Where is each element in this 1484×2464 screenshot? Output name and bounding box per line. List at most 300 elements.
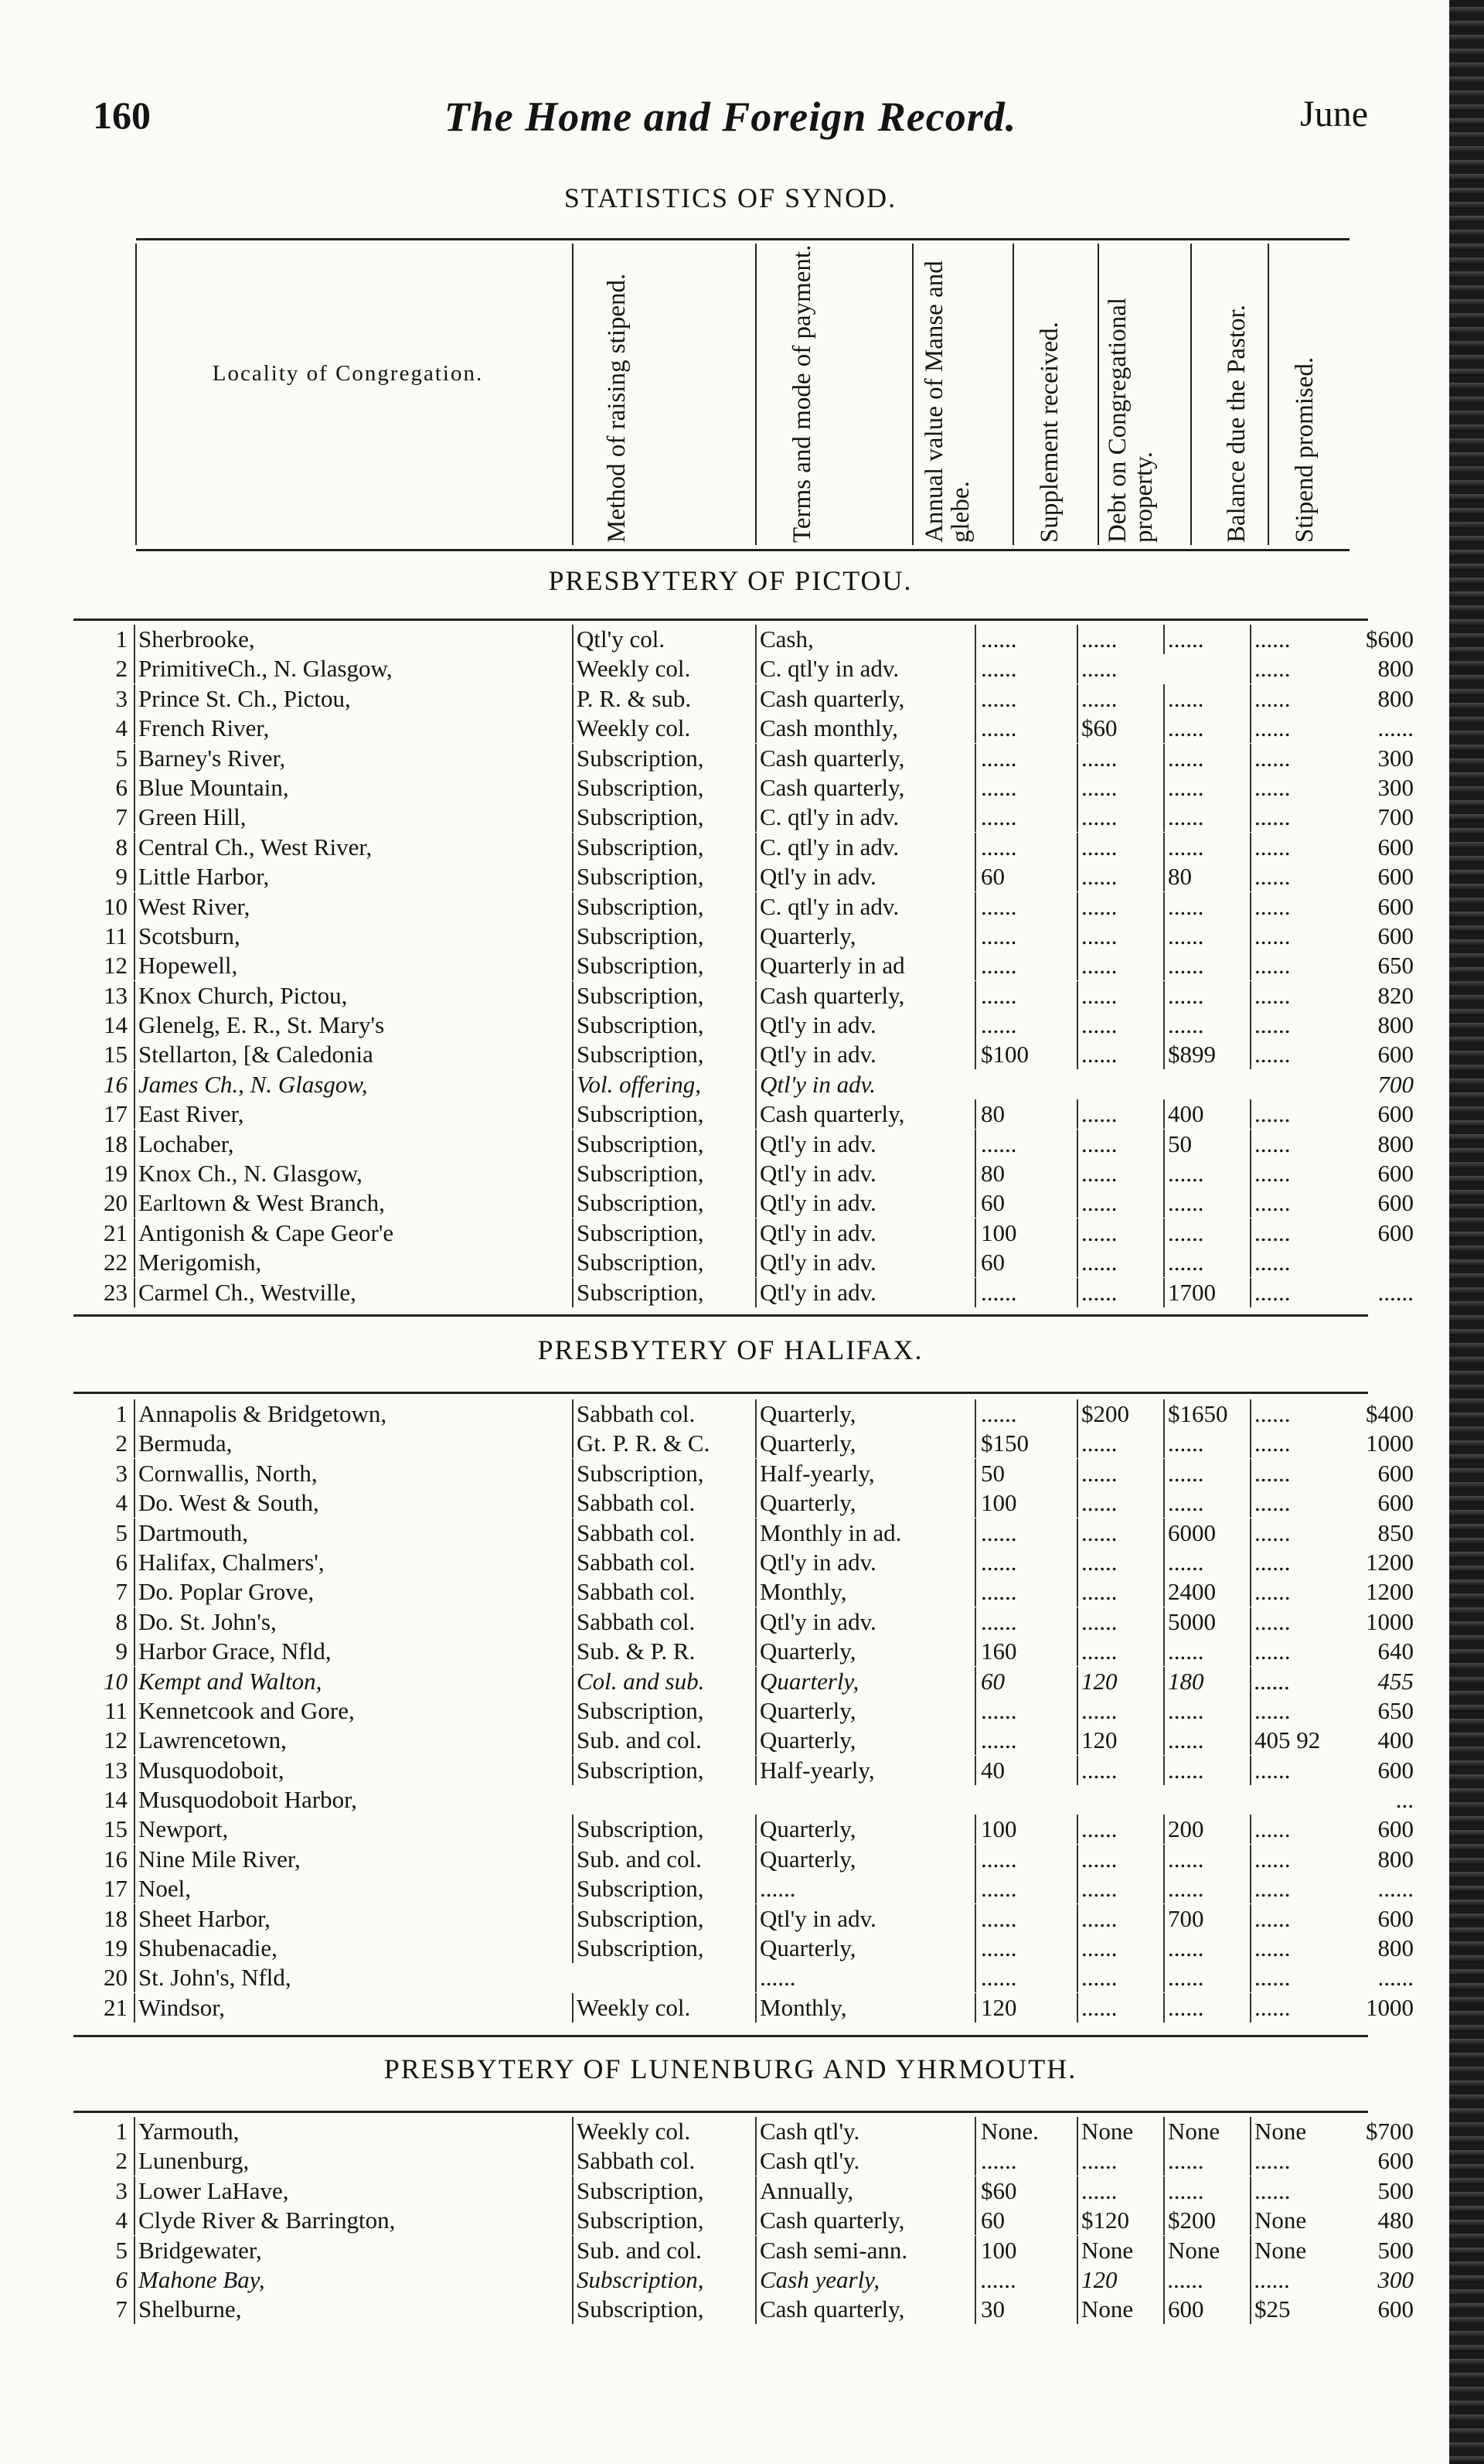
balance-cell: ......	[1250, 2265, 1339, 2295]
column-header-supplement: Supplement received.	[1036, 322, 1064, 543]
debt-cell: ......	[1163, 625, 1253, 654]
stipend-cell: ......	[1377, 1278, 1414, 1306]
page-number: 160	[93, 94, 151, 137]
supplement-cell: 120	[1077, 1726, 1166, 1755]
terms-cell: Quarterly,	[755, 1667, 978, 1696]
manse-cell: ......	[975, 1278, 1081, 1307]
method-cell: Subscription,	[572, 981, 758, 1010]
table-row	[73, 744, 1414, 773]
column-header-balance: Balance due the Pastor.	[1223, 305, 1251, 543]
method-cell: Sub. & P. R.	[572, 1637, 758, 1666]
table-row	[73, 1459, 1414, 1488]
table-row	[73, 1040, 1414, 1069]
table-row	[73, 951, 1414, 980]
row-number: 17	[104, 1875, 128, 1903]
header-top-rule	[136, 238, 1350, 240]
terms-cell: Quarterly,	[755, 1726, 978, 1755]
stipend-cell: ......	[1377, 1964, 1414, 1992]
locality-cell: West River,	[134, 892, 575, 922]
terms-cell: Cash quarterly,	[755, 2206, 978, 2235]
table-row	[73, 1429, 1414, 1458]
method-cell: Subscription,	[572, 1218, 758, 1248]
locality-cell: Earltown & West Branch,	[134, 1188, 575, 1218]
terms-cell: Qtl'y in adv.	[755, 1248, 978, 1277]
method-cell: Subscription,	[572, 2295, 758, 2324]
manse-cell: ......	[975, 1548, 1081, 1577]
method-cell: Subscription,	[572, 803, 758, 832]
table-row	[73, 1099, 1414, 1129]
stipend-cell: 455	[1377, 1667, 1414, 1695]
section-rule	[73, 1392, 1368, 1394]
locality-cell: Central Ch., West River,	[134, 833, 575, 862]
terms-cell: C. qtl'y in adv.	[755, 803, 978, 832]
terms-cell: Quarterly,	[755, 1399, 978, 1429]
column-header-supplement-wrap	[1028, 240, 1074, 549]
stipend-cell: 600	[1377, 1189, 1414, 1217]
table-row	[73, 1904, 1414, 1934]
row-number: 11	[104, 922, 128, 949]
supplement-cell: ......	[1077, 1548, 1166, 1577]
stipend-cell: 1200	[1366, 1578, 1414, 1606]
manse-cell: 100	[975, 1815, 1081, 1844]
row-number: 18	[104, 1130, 128, 1157]
balance-cell: 405 92	[1250, 1726, 1339, 1755]
debt-cell: ......	[1163, 2176, 1253, 2206]
terms-cell: Quarterly,	[755, 1815, 978, 1844]
debt-cell: ......	[1163, 951, 1253, 980]
locality-cell: Clyde River & Barrington,	[134, 2206, 575, 2235]
manse-cell: ......	[975, 1845, 1081, 1874]
locality-cell: Scotsburn,	[134, 922, 575, 951]
row-number: 2	[115, 655, 128, 683]
debt-cell: 1700	[1163, 1278, 1253, 1307]
method-cell: Subscription,	[572, 1696, 758, 1726]
locality-cell: St. John's, Nfld,	[134, 1963, 575, 1992]
manse-cell: ......	[975, 833, 1081, 862]
debt-cell: 50	[1163, 1130, 1253, 1159]
terms-cell: Cash quarterly,	[755, 1099, 978, 1129]
method-cell: Subscription,	[572, 744, 758, 773]
row-number: 1	[115, 1400, 128, 1427]
method-cell: Sub. and col.	[572, 1726, 758, 1755]
manse-cell: 60	[975, 862, 1081, 891]
row-number: 18	[104, 1904, 128, 1932]
supplement-cell: ......	[1077, 922, 1166, 951]
locality-cell: Nine Mile River,	[134, 1845, 575, 1874]
method-cell: Subscription,	[572, 862, 758, 891]
locality-cell: Barney's River,	[134, 744, 575, 773]
manse-cell: ......	[975, 2146, 1081, 2176]
section-rows-lunenburg	[73, 2117, 1414, 2325]
manse-cell: 60	[975, 1667, 1081, 1696]
balance-cell: ......	[1250, 1488, 1339, 1518]
terms-cell: Cash,	[755, 625, 978, 654]
stipend-cell: 600	[1377, 1100, 1414, 1128]
debt-cell: ......	[1163, 1429, 1253, 1458]
row-number: 21	[104, 1218, 128, 1246]
balance-cell: ......	[1250, 1756, 1339, 1785]
debt-cell: 180	[1163, 1667, 1253, 1696]
debt-cell: ......	[1163, 1488, 1253, 1518]
manse-cell: 60	[975, 1188, 1081, 1218]
locality-cell: Musquodoboit Harbor,	[134, 1785, 575, 1815]
terms-cell: C. qtl'y in adv.	[755, 892, 978, 922]
table-row	[73, 1577, 1414, 1607]
locality-cell: Bridgewater,	[134, 2236, 575, 2265]
terms-cell: Qtl'y in adv.	[755, 1218, 978, 1248]
table-row	[73, 1785, 1414, 1815]
stipend-cell: 1000	[1366, 1430, 1414, 1457]
section-rows-halifax	[73, 1399, 1414, 2023]
terms-cell: Monthly in ad.	[755, 1518, 978, 1548]
balance-cell: ......	[1250, 1459, 1339, 1488]
method-cell: Sabbath col.	[572, 1399, 758, 1429]
column-header-balance-wrap	[1194, 240, 1256, 549]
terms-cell: Qtl'y in adv.	[755, 1070, 978, 1099]
row-number: 19	[104, 1934, 128, 1962]
stipend-cell: 600	[1377, 1815, 1414, 1843]
table-row	[73, 1637, 1414, 1666]
table-row	[73, 1874, 1414, 1903]
locality-cell: Stellarton, [& Caledonia	[134, 1040, 575, 1069]
method-cell: Qtl'y col.	[572, 625, 758, 654]
stipend-cell: 600	[1377, 2147, 1414, 2175]
supplement-cell: ......	[1077, 1607, 1166, 1637]
balance-cell: ......	[1250, 1010, 1339, 1040]
journal-title: The Home and Foreign Record.	[444, 94, 1017, 140]
stipend-cell: 600	[1377, 1041, 1414, 1068]
manse-cell: 120	[975, 1993, 1081, 2023]
balance-cell: ......	[1250, 1278, 1339, 1307]
section-title-halifax: PRESBYTERY OF HALIFAX.	[537, 1334, 924, 1365]
stipend-cell: 800	[1377, 1934, 1414, 1962]
supplement-cell: ......	[1077, 1577, 1166, 1607]
method-cell: Subscription,	[572, 1459, 758, 1488]
stipend-cell: 600	[1377, 1459, 1414, 1487]
locality-cell: French River,	[134, 714, 575, 743]
stipend-cell: 600	[1377, 892, 1414, 920]
supplement-cell: ......	[1077, 684, 1166, 714]
debt-cell: 600	[1163, 2295, 1253, 2324]
manse-cell: ......	[975, 1010, 1081, 1040]
terms-cell: Cash quarterly,	[755, 744, 978, 773]
supplement-cell: ......	[1077, 1429, 1166, 1458]
method-cell: Sabbath col.	[572, 1488, 758, 1518]
stipend-cell: 850	[1377, 1518, 1414, 1546]
method-cell: Subscription,	[572, 1159, 758, 1188]
stipend-cell: ......	[1377, 714, 1414, 742]
terms-cell: Qtl'y in adv.	[755, 1548, 978, 1577]
method-cell: Subscription,	[572, 2265, 758, 2295]
method-cell: Subscription,	[572, 1874, 758, 1903]
section-title-lunenburg: PRESBYTERY OF LUNENBURG AND YHRMOUTH.	[383, 2053, 1077, 2084]
locality-cell: Harbor Grace, Nfld,	[134, 1637, 575, 1666]
row-number: 2	[115, 1430, 128, 1457]
locality-cell: Mahone Bay,	[134, 2265, 575, 2295]
column-rule	[1190, 244, 1192, 545]
method-cell: Subscription,	[572, 922, 758, 951]
method-cell: Gt. P. R. & C.	[572, 1429, 758, 1458]
locality-cell: Blue Mountain,	[134, 773, 575, 803]
debt-cell: ......	[1163, 1188, 1253, 1218]
terms-cell: Qtl'y in adv.	[755, 1159, 978, 1188]
stipend-cell: 1000	[1366, 1607, 1414, 1635]
method-cell: Subscription,	[572, 2176, 758, 2206]
row-number: 13	[104, 981, 128, 1009]
supplement-cell: ......	[1077, 981, 1166, 1010]
table-row	[73, 892, 1414, 922]
column-header-stipend-wrap	[1283, 240, 1329, 549]
column-header-debt: Debt on Congregational property.	[1104, 297, 1158, 543]
terms-cell: Monthly,	[755, 1993, 978, 2023]
row-number: 4	[115, 2207, 128, 2234]
book-binding-edge	[1449, 0, 1484, 2464]
table-row	[73, 2176, 1414, 2206]
locality-cell: Yarmouth,	[134, 2117, 575, 2146]
method-cell: Subscription,	[572, 951, 758, 980]
table-row	[73, 1488, 1414, 1518]
table-row	[73, 1756, 1414, 1785]
method-cell: Sabbath col.	[572, 2146, 758, 2176]
balance-cell: ......	[1250, 951, 1339, 980]
row-number: 5	[115, 1518, 128, 1546]
debt-cell: ......	[1163, 922, 1253, 951]
debt-cell: ......	[1163, 1726, 1253, 1755]
terms-cell: Qtl'y in adv.	[755, 1130, 978, 1159]
method-cell: Subscription,	[572, 773, 758, 803]
supplement-cell: ......	[1077, 892, 1166, 922]
row-number: 9	[115, 863, 128, 891]
balance-cell: ......	[1250, 1518, 1339, 1548]
supplement-cell: ......	[1077, 1756, 1166, 1785]
debt-cell: ......	[1163, 892, 1253, 922]
supplement-cell: ......	[1077, 2146, 1166, 2176]
table-row	[73, 1159, 1414, 1188]
table-row	[73, 1815, 1414, 1844]
stipend-cell: 300	[1377, 2265, 1414, 2293]
stipend-cell: 1000	[1366, 1993, 1414, 2021]
balance-cell: ......	[1250, 1993, 1339, 2023]
manse-cell: ......	[975, 1696, 1081, 1726]
row-number: 10	[104, 892, 128, 920]
supplement-cell: ......	[1077, 744, 1166, 773]
supplement-cell: ......	[1077, 1696, 1166, 1726]
debt-cell: ......	[1163, 1010, 1253, 1040]
locality-cell: Carmel Ch., Westville,	[134, 1278, 575, 1307]
balance-cell: None	[1250, 2236, 1339, 2265]
table-row	[73, 981, 1414, 1010]
stipend-cell: 600	[1377, 1756, 1414, 1784]
balance-cell: ......	[1250, 744, 1339, 773]
terms-cell: Cash qtl'y.	[755, 2146, 978, 2176]
method-cell: Sub. and col.	[572, 2236, 758, 2265]
manse-cell: ......	[975, 892, 1081, 922]
terms-cell: Quarterly,	[755, 1429, 978, 1458]
method-cell: Sabbath col.	[572, 1548, 758, 1577]
terms-cell: Quarterly,	[755, 1637, 978, 1666]
row-number: 15	[104, 1041, 128, 1068]
terms-cell: Qtl'y in adv.	[755, 1010, 978, 1040]
debt-cell: ......	[1163, 1218, 1253, 1248]
stipend-cell: 800	[1377, 655, 1414, 683]
row-number: 12	[104, 1726, 128, 1754]
terms-cell: Quarterly in ad	[755, 951, 978, 980]
stipend-cell: 600	[1377, 922, 1414, 949]
manse-cell: ......	[975, 922, 1081, 951]
stipend-cell: 650	[1377, 952, 1414, 980]
row-number: 12	[104, 952, 128, 980]
stipend-cell: 800	[1377, 1011, 1414, 1039]
column-header-manse-wrap	[920, 240, 982, 549]
manse-cell: ......	[975, 1904, 1081, 1934]
locality-cell: Antigonish & Cape Geor'e	[134, 1218, 575, 1248]
table-row	[73, 1667, 1414, 1696]
section-rule	[73, 2035, 1368, 2037]
supplement-cell: 120	[1077, 1667, 1166, 1696]
manse-cell: 80	[975, 1099, 1081, 1129]
row-number: 6	[115, 773, 128, 801]
method-cell: Weekly col.	[572, 2117, 758, 2146]
locality-cell: Windsor,	[134, 1993, 575, 2023]
method-cell: Subscription,	[572, 1099, 758, 1129]
method-cell: Subscription,	[572, 1248, 758, 1277]
supplement-cell: None	[1077, 2236, 1166, 2265]
balance-cell: ......	[1250, 1159, 1339, 1188]
stipend-cell: 500	[1377, 2236, 1414, 2264]
balance-cell: ......	[1250, 1607, 1339, 1637]
supplement-cell: ......	[1077, 654, 1166, 683]
balance-cell: ......	[1250, 2176, 1339, 2206]
stipend-cell: $600	[1366, 625, 1414, 653]
terms-cell: Qtl'y in adv.	[755, 1188, 978, 1218]
terms-cell: Cash qtl'y.	[755, 2117, 978, 2146]
column-header-method: Method of raising stipend.	[603, 273, 631, 543]
table-row	[73, 1963, 1414, 1992]
locality-cell: Knox Ch., N. Glasgow,	[134, 1159, 575, 1188]
stipend-cell: 640	[1377, 1638, 1414, 1665]
column-rule	[1013, 244, 1014, 545]
row-number: 20	[104, 1964, 128, 1992]
table-row	[73, 1845, 1414, 1874]
table-row	[73, 1548, 1414, 1577]
method-cell: Subscription,	[572, 1934, 758, 1963]
row-number: 20	[104, 1189, 128, 1217]
method-cell: Sabbath col.	[572, 1518, 758, 1548]
table-row	[73, 714, 1414, 743]
balance-cell: ......	[1250, 684, 1339, 714]
locality-cell: Bermuda,	[134, 1429, 575, 1458]
table-row	[73, 1188, 1414, 1218]
supplement-cell: ......	[1077, 1248, 1166, 1277]
manse-cell: 30	[975, 2295, 1081, 2324]
locality-cell: PrimitiveCh., N. Glasgow,	[134, 654, 575, 683]
column-header-terms: Terms and mode of payment.	[788, 244, 816, 543]
locality-cell: East River,	[134, 1099, 575, 1129]
table-row	[73, 1070, 1414, 1099]
supplement-cell: ......	[1077, 1218, 1166, 1248]
manse-cell: ......	[975, 654, 1081, 683]
method-cell: Subscription,	[572, 1815, 758, 1844]
stipend-cell: 600	[1377, 1218, 1414, 1246]
supplement-cell: None	[1077, 2117, 1166, 2146]
locality-cell: Newport,	[134, 1815, 575, 1844]
terms-cell: Qtl'y in adv.	[755, 1904, 978, 1934]
debt-cell: None	[1163, 2117, 1253, 2146]
row-number: 13	[104, 1756, 128, 1784]
debt-cell: ......	[1163, 1756, 1253, 1785]
table-row	[73, 2236, 1414, 2265]
stipend-cell: 480	[1377, 2207, 1414, 2234]
debt-cell: ......	[1163, 1696, 1253, 1726]
manse-cell: ......	[975, 1726, 1081, 1755]
manse-cell: ......	[975, 1607, 1081, 1637]
stipend-cell: 650	[1377, 1696, 1414, 1724]
row-number: 3	[115, 2176, 128, 2204]
table-row	[73, 862, 1414, 891]
row-number: 7	[115, 803, 128, 831]
manse-cell: ......	[975, 1130, 1081, 1159]
row-number: 4	[115, 1489, 128, 1517]
debt-cell: 5000	[1163, 1607, 1253, 1637]
manse-cell: $60	[975, 2176, 1081, 2206]
debt-cell: 200	[1163, 1815, 1253, 1844]
row-number: 16	[104, 1845, 128, 1873]
balance-cell: ......	[1250, 833, 1339, 862]
row-number: 2	[115, 2147, 128, 2175]
stipend-cell: 600	[1377, 2295, 1414, 2323]
supplement-cell: $120	[1077, 2206, 1166, 2235]
debt-cell: ......	[1163, 1993, 1253, 2023]
debt-cell: ......	[1163, 1874, 1253, 1903]
terms-cell: Qtl'y in adv.	[755, 862, 978, 891]
table-row	[73, 2206, 1414, 2235]
balance-cell: ......	[1250, 1218, 1339, 1248]
row-number: 3	[115, 684, 128, 712]
locality-cell: Do. St. John's,	[134, 1607, 575, 1637]
supplement-cell: ......	[1077, 1518, 1166, 1548]
terms-cell: Cash quarterly,	[755, 2295, 978, 2324]
stipend-cell: 600	[1377, 1904, 1414, 1932]
table-row	[73, 1518, 1414, 1548]
locality-cell: Glenelg, E. R., St. Mary's	[134, 1010, 575, 1040]
balance-cell: None	[1250, 2117, 1339, 2146]
row-number: 22	[104, 1249, 128, 1276]
supplement-cell: ......	[1077, 1963, 1166, 1992]
locality-cell: Shelburne,	[134, 2295, 575, 2324]
stipend-cell: ......	[1377, 1875, 1414, 1903]
stipend-cell: 600	[1377, 863, 1414, 891]
debt-cell: ......	[1163, 1248, 1253, 1277]
method-cell: Subscription,	[572, 2206, 758, 2235]
debt-cell: $200	[1163, 2206, 1253, 2235]
locality-cell: Little Harbor,	[134, 862, 575, 891]
locality-cell: Lochaber,	[134, 1130, 575, 1159]
column-header-debt-wrap	[1101, 240, 1163, 549]
stipend-cell: 500	[1377, 2176, 1414, 2204]
balance-cell: ......	[1250, 1904, 1339, 1934]
balance-cell: ......	[1250, 922, 1339, 951]
balance-cell: ......	[1250, 1577, 1339, 1607]
balance-cell: ......	[1250, 1099, 1339, 1129]
debt-cell: ......	[1163, 803, 1253, 832]
supplement-cell: ......	[1077, 1459, 1166, 1488]
balance-cell: ......	[1250, 981, 1339, 1010]
method-cell: Sabbath col.	[572, 1607, 758, 1637]
manse-cell: ......	[975, 625, 1081, 654]
terms-cell: Qtl'y in adv.	[755, 1278, 978, 1307]
supplement-cell: ......	[1077, 1815, 1166, 1844]
supplement-cell: ......	[1077, 833, 1166, 862]
